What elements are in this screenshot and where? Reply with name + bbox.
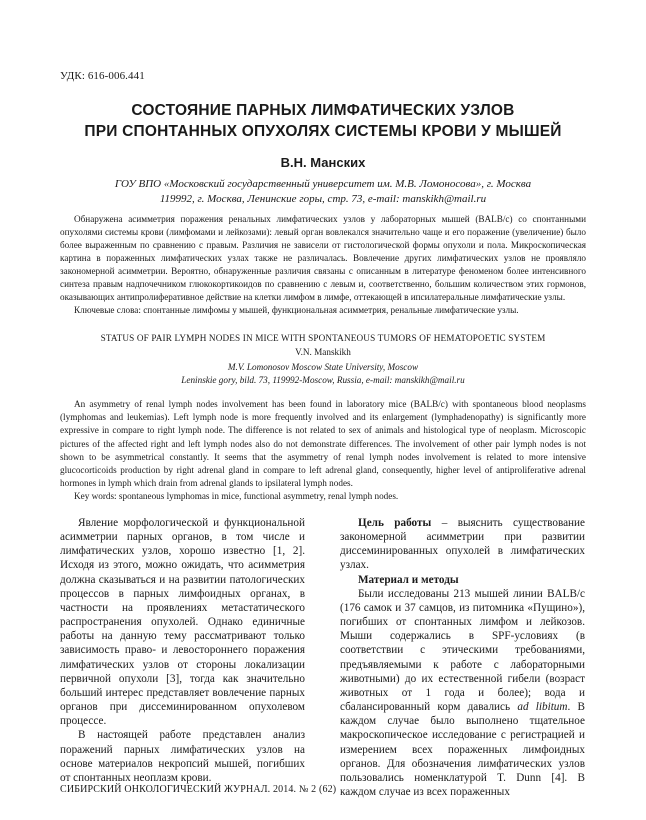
english-author: V.N. Manskikh xyxy=(295,347,351,357)
article-title xyxy=(40,100,606,142)
udc-code: УДК: 616-006.441 xyxy=(60,70,145,82)
abstract-english xyxy=(60,398,586,504)
affiliation-line-1: ГОУ ВПО «Московский государственный университет им. М.В. Ломоносова», г. Москва xyxy=(114,178,532,190)
abstract-ru-text: Обнаружена асимметрия поражения ренальных лимфатических узлов у лабораторных мышей (BALB/c) со спонтанными опухолями системы крови (лимфомами и лейкозами): левый орган вовлекался значительно чаще и его поражение (увеличение) было более выраженным по сравнению с правым. Различия не зависели от гистологической формы опухоли и пола. Микроскопическая картина в пораженных лимфатических узлах также не различалась. Вовлечение других лимфатических узлов не проявляло закономерной асимметрии. Вероятно, обнаруженные различия связаны с описанным в литературе феноменом более интенсивного синтеза правым надпочечником глюкокортикоидов по сравнению с левым и, соответственно, большим количеством этих гормонов, оказывающих антипролиферативное действие на клетки лимфом в лимфе, оттекающей в ипсилатеральные лимфатические узлы. xyxy=(60,214,586,302)
english-affiliation xyxy=(60,361,586,387)
english-title: STATUS OF PAIR LYMPH NODES IN MICE WITH SPONTANEOUS TUMORS OF HEMATOPOETIC SYSTEM xyxy=(100,333,546,343)
keywords-en: Key words: spontaneous lymphomas in mice, functional asymmetry, renal lymph nodes. xyxy=(74,491,399,502)
body-column-right xyxy=(340,516,585,799)
intro-paragraph-2: В настоящей работе представлен анализ поражений парных лимфатических узлов на основе материалов некропсий мышей, погибших от спонтанных неоплазм крови. xyxy=(60,729,305,784)
goal-text: – выяснить существование закономерной асимметрии при развитии диссеминированных опухолей в лимфатических узлах. xyxy=(340,517,585,572)
keywords-ru: Ключевые слова: спонтанные лимфомы у мышей, функциональная асимметрия, ренальные лимфатические узлы. xyxy=(74,305,519,315)
abstract-russian xyxy=(60,213,586,317)
english-affiliation-line-1: M.V. Lomonosov Moscow State University, Moscow xyxy=(227,362,419,372)
affiliation xyxy=(60,177,586,207)
body-column-left xyxy=(60,516,305,785)
goal-paragraph xyxy=(340,516,585,573)
journal-footer: СИБИРСКИЙ ОНКОЛОГИЧЕСКИЙ ЖУРНАЛ. 2014. № 2 (62) xyxy=(60,784,337,795)
english-affiliation-line-2: Leninskie gory, bild. 73, 119992-Moscow, Russia, e-mail: manskikh@mail.ru xyxy=(181,375,465,385)
methods-paragraph xyxy=(340,587,585,799)
article-title-line-2: ПРИ СПОНТАННЫХ ОПУХОЛЯХ СИСТЕМЫ КРОВИ У МЫШЕЙ xyxy=(84,123,562,140)
author-name: В.Н. Манских xyxy=(280,155,366,170)
article-title-line-1: СОСТОЯНИЕ ПАРНЫХ ЛИМФАТИЧЕСКИХ УЗЛОВ xyxy=(131,102,515,119)
methods-heading: Материал и методы xyxy=(358,573,459,586)
methods-text-b: . В каждом случае было выполнено тщательное макроскопическое исследование с регистрацией и измерением всех пораженных лимфоидных органов. Для обозначения лимфатических узлов пользовались номенклатурой T. Dunn [4]. В каждом случае из всех пораженных xyxy=(340,701,585,798)
goal-label: Цель работы xyxy=(358,517,432,529)
affiliation-line-2: 119992, г. Москва, Ленинские горы, стр. 73, e-mail: manskikh@mail.ru xyxy=(159,193,487,205)
methods-italic: ad libitum xyxy=(517,701,568,714)
methods-text-a: Были исследованы 213 мышей линии BALB/c (176 самок и 37 самцов, из питомника «Пущино»), погибших от спонтанных лимфом и лейкозов. Мыши содержались в SPF-условиях (в соответствии с этическими требованиями, предъявляемыми к работе с лабораторными животными) до их естественной гибели (возраст животных от 1 года и более); вода и сбалансированный корм давались xyxy=(340,587,585,714)
abstract-en-text: An asymmetry of renal lymph nodes involvement has been found in laboratory mice (BALB/c) with spontaneous blood neoplasms (lymphomas and leukemias). Left lymph node is more frequently involved and its enlargement (lymphadenopathy) is significantly more expressive in compare to right lymph node. The difference is not related to sex of animals and histological type of neoplasm. Microscopic pictures of the affected right and left lymph nodes also do not demonstrate differences. The involvement of other pair lymph nodes is not shown to be asymmetrical constantly. It seems that the asymmetry of renal lymph nodes involvement is related to more intensive glucocorticoids production by right adrenal gland in compare to left adrenal gland, consequently, higher level of antiproliferative adrenal hormones in lymph which drain from adrenal glands to ipsilateral lymph nodes. xyxy=(60,399,586,489)
intro-paragraph-1: Явление морфологической и функциональной асимметрии парных органов, в том числе и лимфатических узлов, хорошо известно [1, 2]. Исходя из этого, можно ожидать, что асимметрия должна сказываться и на развитии патологических процессов в парных лимфоидных органах, в частности на проявлениях метастатического распространения опухолей. Однако единичные работы на данную тему рассматривают только зависимость право- и левостороннего поражения лимфатических узлов от стороны локализации первичной опухоли [3], тогда как значительно больший интерес представляет вовлечение парных органов при диссеминированном опухолевом процессе. xyxy=(60,517,305,728)
